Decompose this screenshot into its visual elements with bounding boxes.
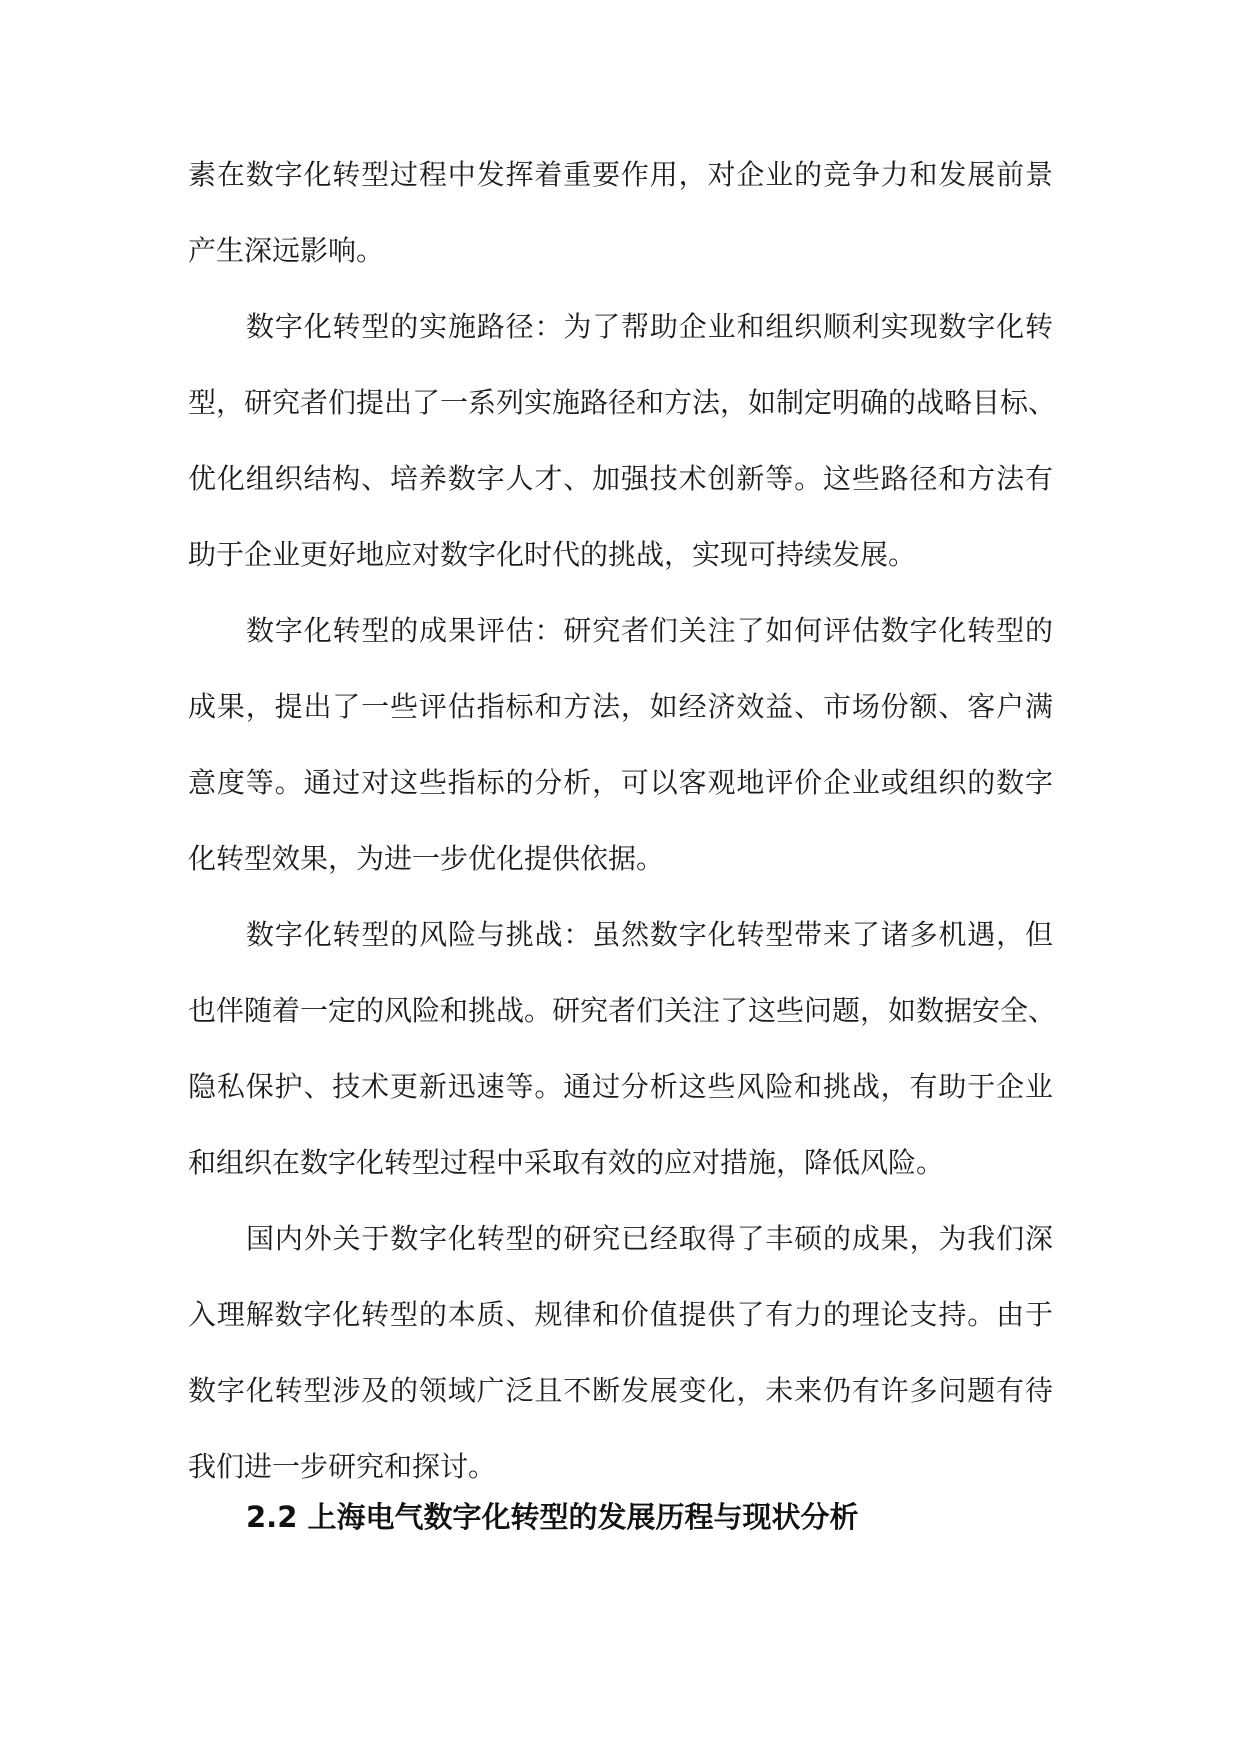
paragraph-line: 助于企业更好地应对数字化时代的挑战，实现可持续发展。 [188,538,917,571]
paragraph-line: 素在数字化转型过程中发挥着重要作用，对企业的竞争力和发展前景 [188,158,1053,191]
paragraph-line: 成果，提出了一些评估指标和方法，如经济效益、市场份额、客户满 [188,690,1053,723]
paragraph-line: 也伴随着一定的风险和挑战。研究者们关注了这些问题，如数据安全、 [188,994,1057,1027]
paragraph-line: 意度等。通过对这些指标的分析，可以客观地评价企业或组织的数字 [188,766,1053,799]
paragraph-line: 优化组织结构、培养数字人才、加强技术创新等。这些路径和方法有 [188,462,1053,495]
paragraph-line: 数字化转型涉及的领域广泛且不断发展变化，未来仍有许多问题有待 [188,1374,1053,1407]
paragraph-line: 入理解数字化转型的本质、规律和价值提供了有力的理论支持。由于 [188,1298,1053,1331]
paragraph-line: 数字化转型的成果评估：研究者们关注了如何评估数字化转型的 [246,614,1053,647]
paragraph-line: 数字化转型的实施路径：为了帮助企业和组织顺利实现数字化转 [246,310,1053,343]
paragraph-line: 国内外关于数字化转型的研究已经取得了丰硕的成果，为我们深 [246,1222,1053,1255]
paragraph-line: 隐私保护、技术更新迅速等。通过分析这些风险和挑战，有助于企业 [188,1070,1053,1103]
section-heading: 2.2 上海电气数字化转型的发展历程与现状分析 [246,1500,859,1534]
paragraph-line: 产生深远影响。 [188,234,385,267]
paragraph-line: 和组织在数字化转型过程中采取有效的应对措施，降低风险。 [188,1146,945,1179]
paragraph-line: 我们进一步研究和探讨。 [188,1450,497,1483]
paragraph-line: 化转型效果，为进一步优化提供依据。 [188,842,665,875]
paragraph-line: 型，研究者们提出了一系列实施路径和方法，如制定明确的战略目标、 [188,386,1057,419]
paragraph-line: 数字化转型的风险与挑战：虽然数字化转型带来了诸多机遇，但 [246,918,1053,951]
